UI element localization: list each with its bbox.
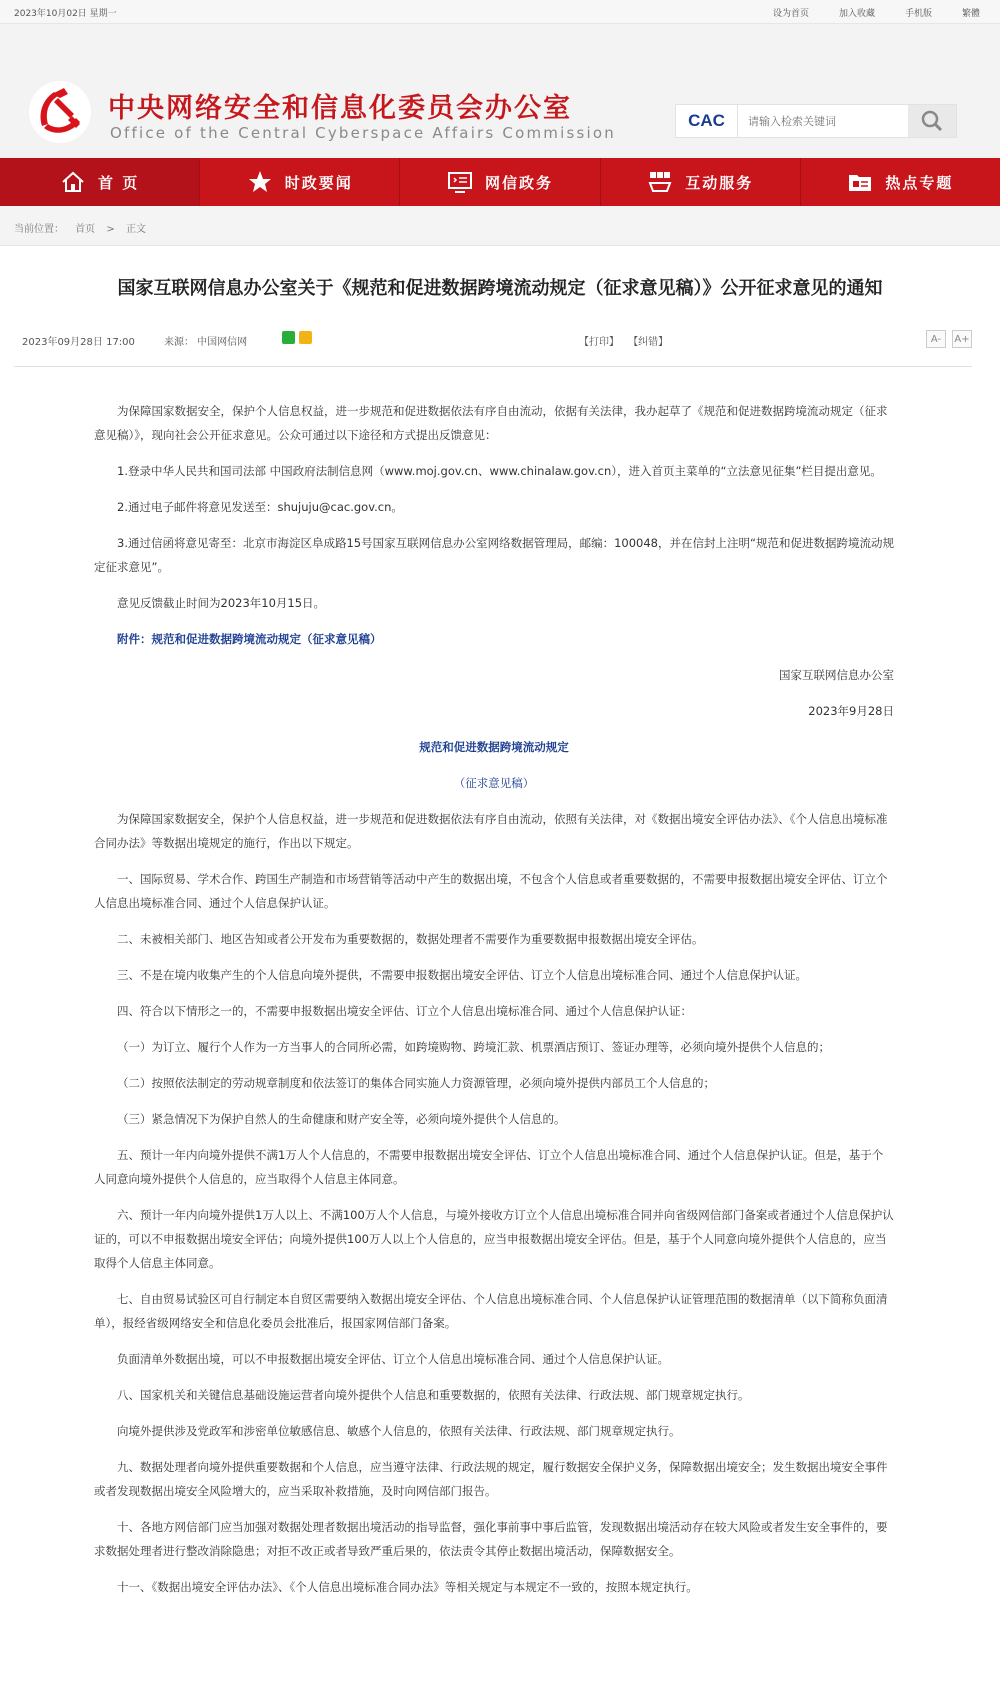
- publish-time: 2023年09月28日 17:00: [22, 337, 135, 348]
- article-paragraph: 十一、《数据出境安全评估办法》、《个人信息出境标准合同办法》等相关规定与本规定不一致的，按照本规定执行。: [117, 1580, 698, 1594]
- wechat-share-icon[interactable]: [282, 331, 295, 344]
- nav-home-label: 首 页: [97, 173, 140, 192]
- set-homepage-link[interactable]: 设为首页: [772, 9, 809, 19]
- article-paragraph: 七、自由贸易试验区可自行制定本自贸区需要纳入数据出境安全评估、个人信息出境标准合同、个人信息保护认证管理范围的数据清单（以下简称负面清单），报经省级网络安全和信息化委员会批准后，报国家网信部门备案。: [94, 1292, 888, 1330]
- font-size-controls: [926, 330, 972, 348]
- article-paragraph: 八、国家机关和关键信息基础设施运营者向境外提供个人信息和重要数据的，依照有关法律、行政法规、部门规章规定执行。: [117, 1388, 750, 1402]
- breadcrumb-prefix: 当前位置：: [14, 224, 64, 235]
- article-title: 国家互联网信息办公室关于《规范和促进数据跨境流动规定（征求意见稿）》公开征求意见的通知: [117, 278, 883, 299]
- cac-logo-text: CAC: [688, 111, 725, 130]
- screen-icon: [447, 169, 473, 195]
- interact-icon: [647, 169, 673, 195]
- qzone-share-icon[interactable]: [299, 331, 312, 344]
- nav-interactive[interactable]: [601, 158, 801, 206]
- nav-affairs[interactable]: [400, 158, 600, 206]
- article-paragraph: （三）紧急情况下为保护自然人的生命健康和财产安全等，必须向境外提供个人信息的。: [117, 1112, 566, 1126]
- article-source: 来源： 中国网信网: [164, 337, 248, 348]
- search-icon: [920, 109, 944, 133]
- article-paragraph: 二、未被相关部门、地区告知或者公开发布为重要数据的，数据处理者不需要作为重要数据申报数据出境安全评估。: [117, 932, 704, 946]
- article-paragraph: 1.登录中华人民共和国司法部 中国政府法制信息网（www.moj.gov.cn、www.chinalaw.gov.cn），进入首页主菜单的“立法意见征集”栏目提出意见。: [117, 464, 882, 478]
- search-input[interactable]: [738, 105, 908, 137]
- article-paragraph: 为保障国家数据安全，保护个人信息权益，进一步规范和促进数据依法有序自由流动，依据有关法律，我办起草了《规范和促进数据跨境流动规定（征求意见稿）》，现向社会公开征求意见。公众可通过以下途径和方式提出反馈意见：: [94, 404, 888, 442]
- correct-link[interactable]: 【纠错】: [628, 337, 669, 348]
- add-favorite-link[interactable]: 加入收藏: [838, 9, 875, 19]
- current-date: 2023年10月02日 星期一: [14, 9, 117, 19]
- search-button[interactable]: [908, 105, 956, 137]
- site-header: [0, 24, 1000, 158]
- font-decrease-button[interactable]: A-: [926, 330, 946, 348]
- article-paragraph: 2.通过电子邮件将意见发送至：shujuju@cac.gov.cn。: [117, 500, 403, 514]
- main-nav: [0, 158, 1000, 206]
- home-icon: [60, 169, 86, 195]
- nav-topics-label: 热点专题: [885, 173, 954, 192]
- mobile-version-link[interactable]: 手机版: [904, 9, 932, 19]
- site-title-cn: 中央网络安全和信息化委员会办公室: [108, 93, 572, 124]
- cac-logo: [676, 105, 738, 137]
- article-paragraph: 五、预计一年内向境外提供不满1万人个人信息的，不需要申报数据出境安全评估、订立个人信息出境标准合同、通过个人信息保护认证。但是，基于个人同意向境外提供个人信息的，应当取得个人信息主体同意。: [94, 1148, 884, 1186]
- nav-news[interactable]: [200, 158, 400, 206]
- nav-news-label: 时政要闻: [284, 173, 353, 192]
- top-links: [743, 6, 980, 19]
- article-paragraph: 向境外提供涉及党政军和涉密单位敏感信息、敏感个人信息的，依照有关法律、行政法规、部门规章规定执行。: [117, 1424, 681, 1438]
- article-paragraph: 一、国际贸易、学术合作、跨国生产制造和市场营销等活动中产生的数据出境，不包含个人信息或者重要数据的，不需要申报数据出境安全评估、订立个人信息出境标准合同、通过个人信息保护认证。: [94, 872, 888, 910]
- breadcrumb-separator: >: [106, 224, 115, 235]
- article-paragraph: （二）按照依法制定的劳动规章制度和依法签订的集体合同实施人力资源管理，必须向境外提供内部员工个人信息的；: [117, 1076, 715, 1090]
- share-icons: [282, 331, 312, 344]
- article-paragraph: （征求意见稿）: [453, 776, 535, 790]
- attachment-link[interactable]: 附件：规范和促进数据跨境流动规定（征求意见稿）: [117, 632, 382, 646]
- nav-affairs-label: 网信政务: [485, 173, 554, 192]
- meta-divider: [14, 366, 972, 367]
- article-paragraph: （一）为订立、履行个人作为一方当事人的合同所必需，如跨境购物、跨境汇款、机票酒店预订、签证办理等，必须向境外提供个人信息的；: [117, 1040, 830, 1054]
- print-link[interactable]: 【打印】: [579, 337, 619, 348]
- article-paragraph: 十、各地方网信部门应当加强对数据处理者数据出境活动的指导监督，强化事前事中事后监管，发现数据出境活动存在较大风险或者发生安全事件的，要求数据处理者进行整改消除隐患；对拒不改正或者导致严重后果的，依法责令其停止数据出境活动，保障数据安全。: [94, 1520, 888, 1558]
- search-box: [675, 104, 957, 138]
- article-body: [94, 399, 894, 1611]
- breadcrumb-home-link[interactable]: 首页: [75, 224, 96, 235]
- top-bar: [0, 0, 1000, 24]
- star-icon: [247, 169, 273, 195]
- breadcrumb: [0, 206, 1000, 246]
- article-actions: [579, 333, 674, 348]
- article-paragraph: 国家互联网信息办公室: [779, 668, 894, 682]
- folder-icon: [847, 169, 873, 195]
- article-paragraph: 为保障国家数据安全，保护个人信息权益，进一步规范和促进数据依法有序自由流动，依照有关法律，对《数据出境安全评估办法》、《个人信息出境标准合同办法》等数据出境规定的施行，作出以下规定。: [94, 812, 888, 850]
- article-paragraph: 六、预计一年内向境外提供1万人以上、不满100万人个人信息，与境外接收方订立个人信息出境标准合同并向省级网信部门备案或者通过个人信息保护认证的，可以不申报数据出境安全评估；向境外提供100万人以上个人信息的，应当申报数据出境安全评估。但是，基于个人同意向境外提供个人信息的，应当取得个人信息主体同意。: [94, 1208, 894, 1270]
- article-paragraph: 意见反馈截止时间为2023年10月15日。: [117, 596, 326, 610]
- traditional-chinese-link[interactable]: 繁體: [961, 9, 980, 19]
- article-paragraph: 规范和促进数据跨境流动规定: [419, 740, 569, 754]
- nav-home[interactable]: [0, 158, 200, 206]
- breadcrumb-current: 正文: [125, 224, 146, 235]
- site-title-en: Office of the Central Cyberspace Affairs Commission: [110, 124, 616, 142]
- article-meta: [14, 330, 972, 360]
- article-paragraph: 三、不是在境内收集产生的个人信息向境外提供，不需要申报数据出境安全评估、订立个人信息出境标准合同、通过个人信息保护认证。: [117, 968, 807, 982]
- article-paragraph: 四、符合以下情形之一的，不需要申报数据出境安全评估、订立个人信息出境标准合同、通过个人信息保护认证：: [117, 1004, 692, 1018]
- party-emblem-icon: [28, 80, 92, 144]
- article-paragraph: 九、数据处理者向境外提供重要数据和个人信息，应当遵守法律、行政法规的规定，履行数据安全保护义务，保障数据出境安全；发生数据出境安全事件或者发现数据出境安全风险增大的，应当采取补救措施，及时向网信部门报告。: [94, 1460, 888, 1498]
- article-paragraph: 2023年9月28日: [808, 704, 894, 718]
- font-increase-button[interactable]: A+: [952, 330, 972, 348]
- nav-interactive-label: 互动服务: [685, 173, 754, 192]
- nav-topics[interactable]: [801, 158, 1000, 206]
- article-paragraph: 负面清单外数据出境，可以不申报数据出境安全评估、订立个人信息出境标准合同、通过个人信息保护认证。: [117, 1352, 669, 1366]
- article-paragraph: 3.通过信函将意见寄至：北京市海淀区阜成路15号国家互联网信息办公室网络数据管理局，邮编：100048，并在信封上注明“规范和促进数据跨境流动规定征求意见”。: [94, 536, 894, 574]
